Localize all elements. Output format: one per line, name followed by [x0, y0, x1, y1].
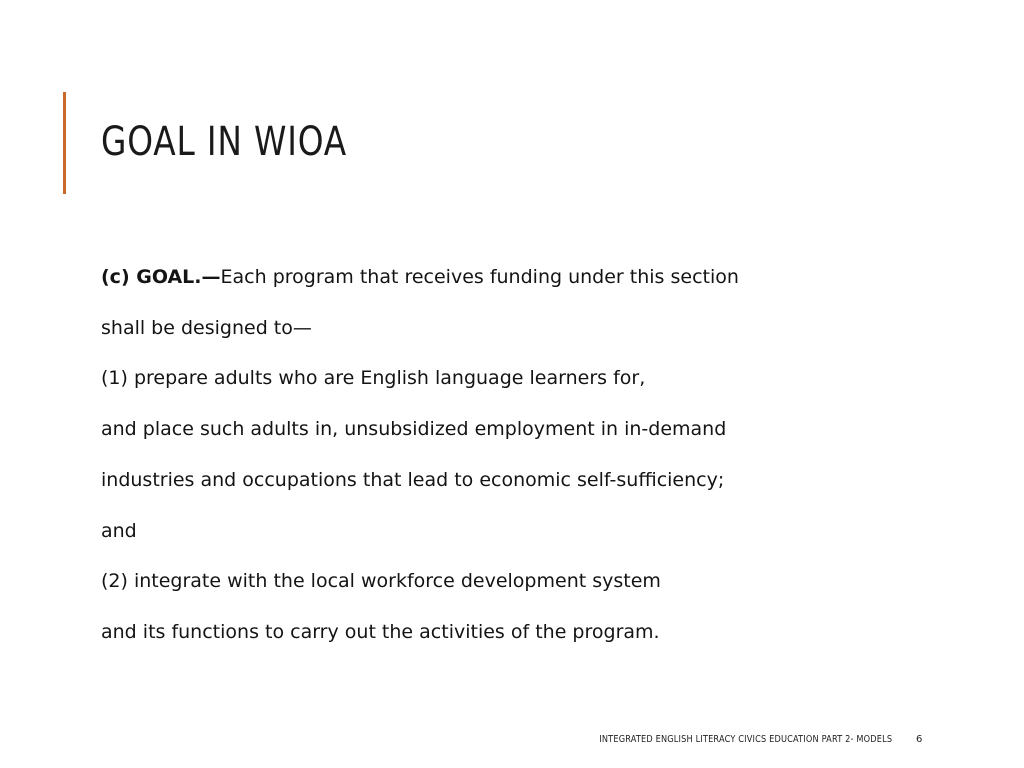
body-line-4: and place such adults in, unsubsidized employment in in-demand: [101, 418, 727, 441]
body-line-1-text: Each program that receives funding under this section: [220, 266, 739, 288]
body-line-1: [101, 252, 921, 303]
footer-title: INTEGRATED ENGLISH LITERACY CIVICS EDUCATION PART 2- MODELS: [599, 734, 892, 745]
body-line-5: industries and occupations that lead to economic self-sufficiency;: [101, 468, 725, 491]
slide-title: GOAL IN WIOA: [101, 119, 348, 165]
slide-body: [101, 252, 921, 658]
body-line-3: (1) prepare adults who are English language learners for,: [101, 367, 646, 390]
body-line-2: shall be designed to—: [101, 316, 312, 339]
title-accent-bar: [63, 92, 66, 194]
goal-label: (c) GOAL.—: [101, 266, 221, 288]
body-line-8: and its functions to carry out the activities of the program.: [101, 620, 660, 643]
page-number: 6: [916, 734, 923, 745]
body-line-6: and: [101, 519, 137, 542]
body-line-7: (2) integrate with the local workforce development system: [101, 570, 661, 593]
